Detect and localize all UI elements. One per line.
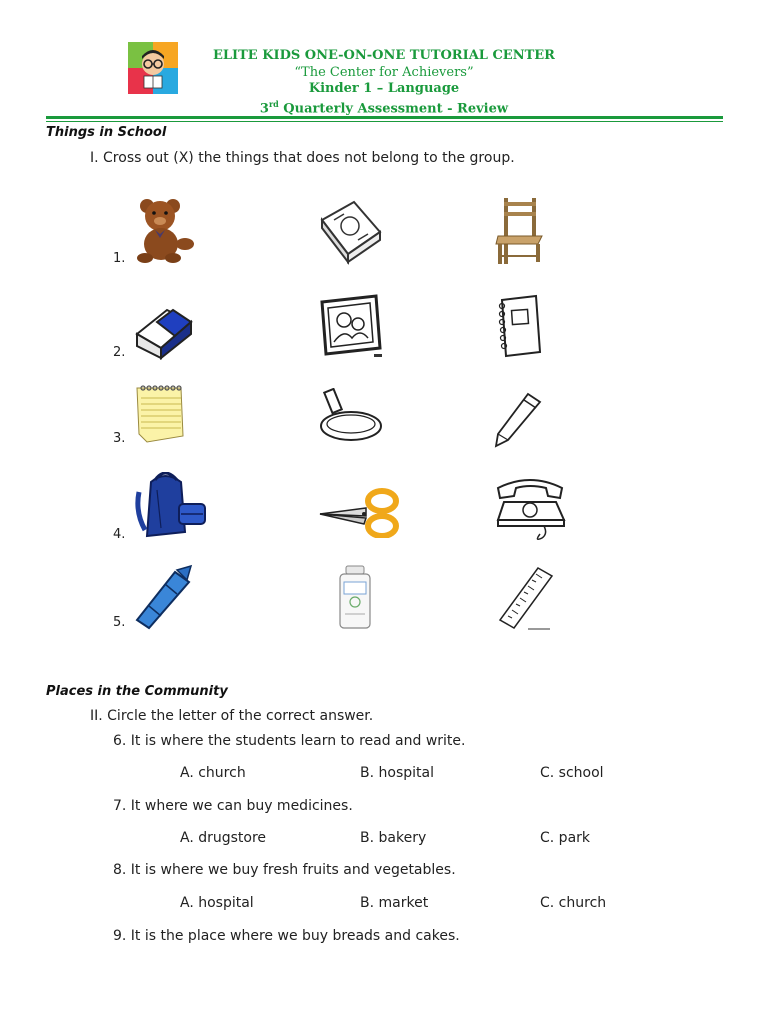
backpack-icon (135, 472, 209, 540)
teddy-bear-icon (133, 196, 195, 264)
frying-pan-icon (318, 388, 384, 448)
header-rule-thin (46, 121, 723, 122)
notepad-icon (133, 384, 187, 446)
row-number-2: 2. (113, 345, 126, 360)
picture-frame-icon (316, 292, 386, 360)
choice-7-b[interactable]: B. bakery (360, 830, 427, 846)
ruler-icon (498, 566, 556, 632)
choice-7-a[interactable]: A. drugstore (180, 830, 267, 846)
row-number-4: 4. (113, 527, 126, 542)
choice-6-b[interactable]: B. hospital (360, 765, 434, 781)
baby-powder-icon (336, 564, 374, 630)
choice-8-b[interactable]: B. market (360, 895, 429, 911)
header-assessment-title: Quarterly Assessment - Review (278, 101, 509, 117)
choice-8-a[interactable]: A. hospital (180, 895, 254, 911)
instruction-1: I. Cross out (X) the things that does not belong to the group. (90, 150, 515, 166)
book-icon (314, 198, 384, 266)
scissors-icon (318, 488, 402, 538)
choice-6-c[interactable]: C. school (540, 765, 604, 781)
section-title-places-in-the-community: Places in the Community (46, 684, 228, 699)
choice-8-c[interactable]: C. church (540, 895, 607, 911)
crayon-icon (135, 564, 195, 632)
telephone-icon (494, 476, 568, 542)
question-9: 9. It is the place where we buy breads and cakes. (113, 928, 460, 944)
header-ordinal-suffix: rd (268, 99, 279, 109)
instruction-2: II. Circle the letter of the correct answer. (90, 708, 374, 724)
chair-icon (494, 196, 546, 266)
header-line-1: ELITE KIDS ONE-ON-ONE TUTORIAL CENTER (213, 48, 555, 63)
row-number-5: 5. (113, 615, 126, 630)
notebook-icon (494, 294, 544, 360)
question-8: 8. It is where we buy fresh fruits and vegetables. (113, 862, 456, 878)
section-title-things-in-school: Things in School (46, 125, 167, 140)
header-rule-thick (46, 116, 723, 119)
row-number-1: 1. (113, 251, 126, 266)
header-line-3: Kinder 1 – Language (308, 81, 460, 96)
header-line-2: “The Center for Achievers” (294, 65, 474, 80)
eraser-icon (133, 300, 195, 360)
row-number-3: 3. (113, 431, 126, 446)
header-ordinal-number: 3 (259, 101, 269, 117)
header-line-4 (0, 96, 768, 117)
choice-6-a[interactable]: A. church (180, 765, 246, 781)
choice-7-c[interactable]: C. park (540, 830, 591, 846)
question-7: 7. It where we can buy medicines. (113, 798, 353, 814)
question-6: 6. It is where the students learn to read and write. (113, 733, 466, 749)
pencil-icon (494, 390, 546, 448)
